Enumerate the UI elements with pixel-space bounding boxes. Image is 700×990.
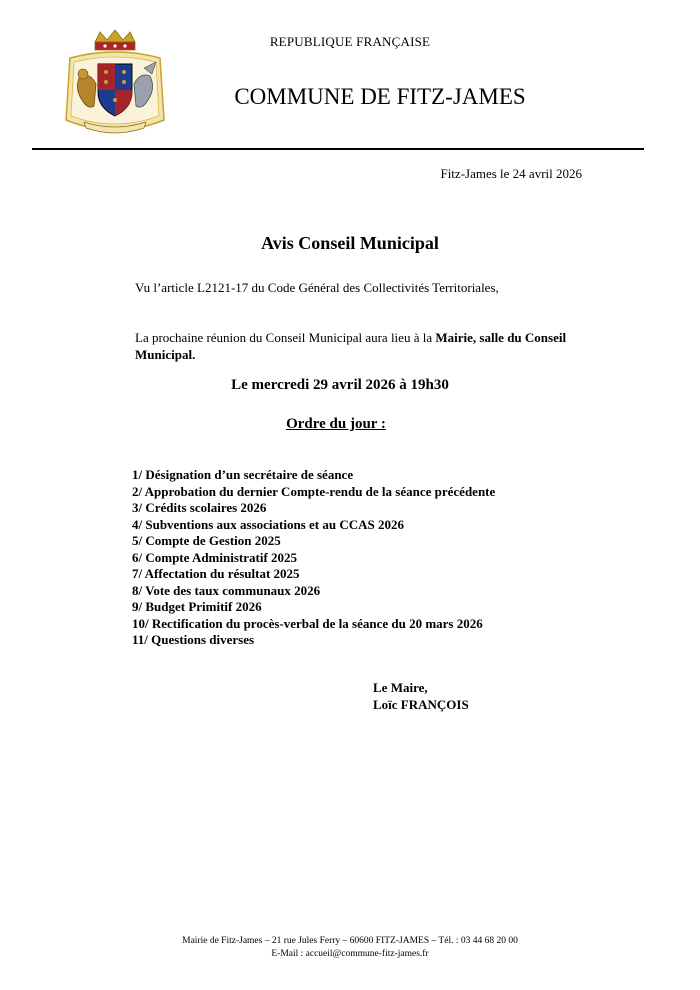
footer xyxy=(0,935,700,961)
agenda-item: 5/ Compte de Gestion 2025 xyxy=(132,533,281,548)
footer-address: Mairie de Fitz-James – 21 rue Jules Ferry – 60600 FITZ-JAMES – Tél. : 03 44 68 20 00 xyxy=(182,936,518,946)
agenda-item: 2/ Approbation du dernier Compte-rendu de la séance précédente xyxy=(132,483,496,499)
agenda-item: 9/ Budget Primitif 2026 xyxy=(132,599,262,614)
footer-email: E-Mail : accueil@commune-fitz-james.fr xyxy=(271,949,429,959)
agenda-item: 6/ Compte Administratif 2025 xyxy=(132,549,298,565)
meeting-location-paragraph xyxy=(135,329,585,363)
meeting-place: Mairie, salle du Conseil Municipal. xyxy=(135,330,567,362)
signature-block xyxy=(373,679,469,713)
agenda-item: 10/ Rectification du procès-verbal de la séance du 20 mars 2026 xyxy=(132,615,483,631)
document-date: Fitz-James le 24 avril 2026 xyxy=(440,166,582,181)
header-divider xyxy=(32,148,644,150)
agenda-item: 4/ Subventions aux associations et au CCAS 2026 xyxy=(132,516,404,532)
republic-heading: REPUBLIQUE FRANÇAISE xyxy=(269,34,431,49)
commune-title: COMMUNE DE FITZ-JAMES xyxy=(234,84,526,109)
agenda-list xyxy=(132,467,495,649)
agenda-heading: Ordre du jour : xyxy=(286,416,386,432)
agenda-item: 3/ Crédits scolaires 2026 xyxy=(132,500,267,515)
signature-role: Le Maire, xyxy=(373,680,428,695)
meeting-intro-text: La prochaine réunion du Conseil Municipal aura lieu à la xyxy=(135,330,436,345)
notice-title: Avis Conseil Municipal xyxy=(261,233,439,253)
agenda-item: 11/ Questions diverses xyxy=(132,632,255,647)
agenda-item: 7/ Affectation du résultat 2025 xyxy=(132,566,300,581)
legal-reference: Vu l’article L2121-17 du Code Général des Collectivités Territoriales, xyxy=(135,280,499,295)
agenda-item: 8/ Vote des taux communaux 2026 xyxy=(132,582,321,598)
meeting-date: Le mercredi 29 avril 2026 à 19h30 xyxy=(231,377,449,393)
signature-name: Loïc FRANÇOIS xyxy=(373,697,469,712)
agenda-item: 1/ Désignation d’un secrétaire de séance xyxy=(132,467,354,482)
